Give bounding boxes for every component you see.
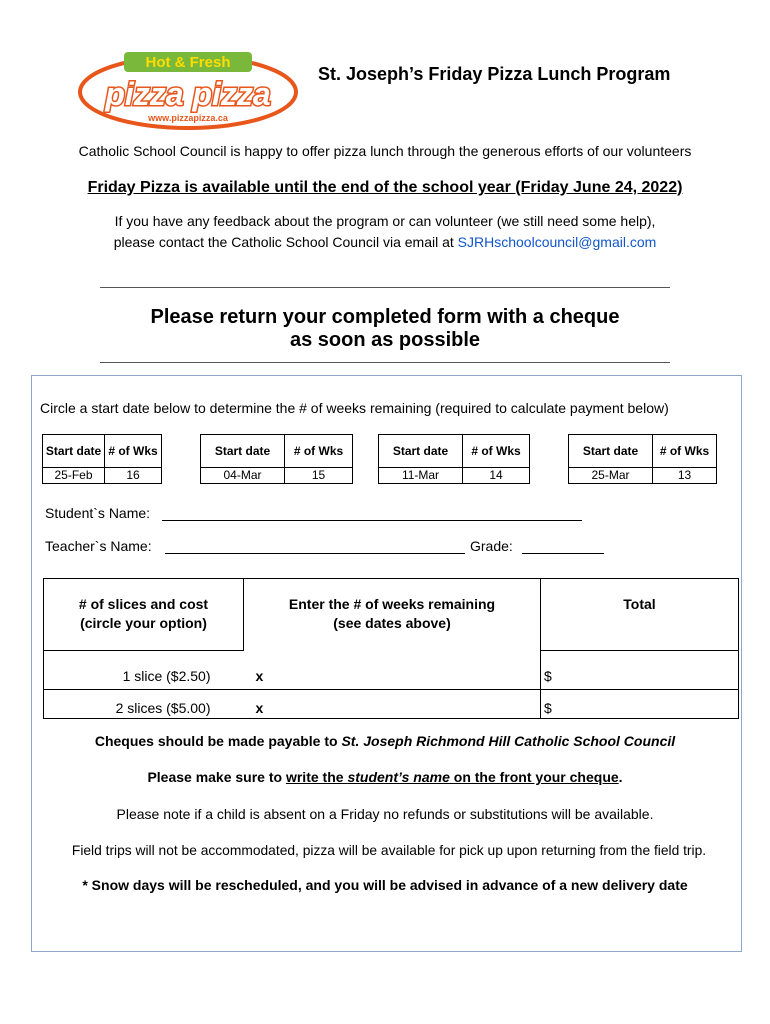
currency-sign: $ [544, 700, 552, 716]
logo-tagline: Hot & Fresh [145, 54, 231, 71]
two-slices-option[interactable]: 2 slices ($5.00) [44, 690, 244, 719]
weeks-value: 15 [285, 468, 353, 484]
teacher-name-field[interactable] [165, 553, 465, 554]
start-date-header: Start date [379, 435, 463, 468]
weeks-header: # of Wks [285, 435, 353, 468]
page-title: St. Joseph’s Friday Pizza Lunch Program [318, 64, 671, 84]
one-slice-total-field[interactable] [541, 651, 739, 690]
weeks-value: 16 [105, 468, 162, 484]
teacher-name-label: Teacher`s Name: [45, 538, 152, 554]
snow-day-note: * Snow days will be rescheduled, and you will be advised in advance of a new delivery date [82, 877, 688, 893]
slices-header: # of slices and cost (circle your option) [44, 579, 244, 651]
one-slice-weeks-field[interactable] [244, 651, 541, 690]
student-name-label: Student`s Name: [45, 505, 151, 521]
start-date-header: Start date [201, 435, 285, 468]
feedback-line-2: please contact the Catholic School Council via email at SJRHschoolcouncil@gmail.com [113, 234, 657, 250]
grade-field[interactable] [522, 553, 604, 554]
weeks-header: # of Wks [463, 435, 530, 468]
grade-label: Grade: [470, 538, 513, 554]
start-date-table [378, 434, 530, 484]
start-date-header: Start date [569, 435, 653, 468]
return-notice-line-2: as soon as possible [289, 329, 481, 351]
weeks-value: 13 [653, 468, 717, 484]
student-name-reminder: Please make sure to write the student’s name on the front your cheque. [147, 769, 623, 785]
divider-line [100, 287, 670, 288]
multiply-sign: x [255, 700, 264, 716]
council-email-link[interactable]: SJRHschoolcouncil@gmail.com [457, 234, 657, 250]
return-notice [0, 306, 770, 352]
weeks-header: # of Wks [653, 435, 717, 468]
field-trip-note: Field trips will not be accommodated, pizza will be available for pick up upon returning from the field trip. [71, 843, 707, 858]
student-name-field[interactable] [162, 520, 582, 521]
weeks-header: # of Wks [105, 435, 162, 468]
start-date-table [200, 434, 353, 484]
start-date-option[interactable]: 11-Mar [379, 468, 463, 484]
order-table [43, 578, 739, 719]
return-notice-line-1: Please return your completed form with a cheque [150, 306, 620, 328]
start-date-instruction: Circle a start date below to determine the # of weeks remaining (required to calculate payment below) [40, 400, 669, 416]
payee-name: St. Joseph Richmond Hill Catholic School Council [341, 733, 676, 749]
start-date-table [42, 434, 162, 484]
weeks-value: 14 [463, 468, 530, 484]
absence-note: Please note if a child is absent on a Friday no refunds or substitutions will be available. [116, 806, 654, 822]
total-header: Total [541, 579, 739, 651]
start-date-table [568, 434, 717, 484]
start-date-header: Start date [43, 435, 105, 468]
intro-text: Catholic School Council is happy to offer pizza lunch through the generous efforts of our volunteers [78, 143, 692, 159]
two-slices-weeks-field[interactable] [244, 690, 541, 719]
currency-sign: $ [544, 668, 552, 684]
multiply-sign: x [255, 668, 264, 684]
availability-notice: Friday Pizza is available until the end of the school year (Friday June 24, 2022) [87, 179, 683, 196]
feedback-line-1: If you have any feedback about the program or can volunteer (we still need some help), [114, 213, 656, 229]
pizza-pizza-logo [78, 48, 298, 130]
feedback-text [0, 211, 770, 253]
one-slice-option[interactable]: 1 slice ($2.50) [44, 651, 244, 690]
logo-url: www.pizzapizza.ca [148, 113, 228, 123]
cheque-payable-note: Cheques should be made payable to St. Joseph Richmond Hill Catholic School Council [94, 733, 676, 749]
logo-brand: pizza pizza [105, 76, 271, 112]
weeks-remaining-header: Enter the # of weeks remaining (see dates above) [244, 579, 541, 651]
start-date-option[interactable]: 04-Mar [201, 468, 285, 484]
start-date-option[interactable]: 25-Mar [569, 468, 653, 484]
start-date-option[interactable]: 25-Feb [43, 468, 105, 484]
two-slices-total-field[interactable] [541, 690, 739, 719]
divider-line [100, 362, 670, 363]
